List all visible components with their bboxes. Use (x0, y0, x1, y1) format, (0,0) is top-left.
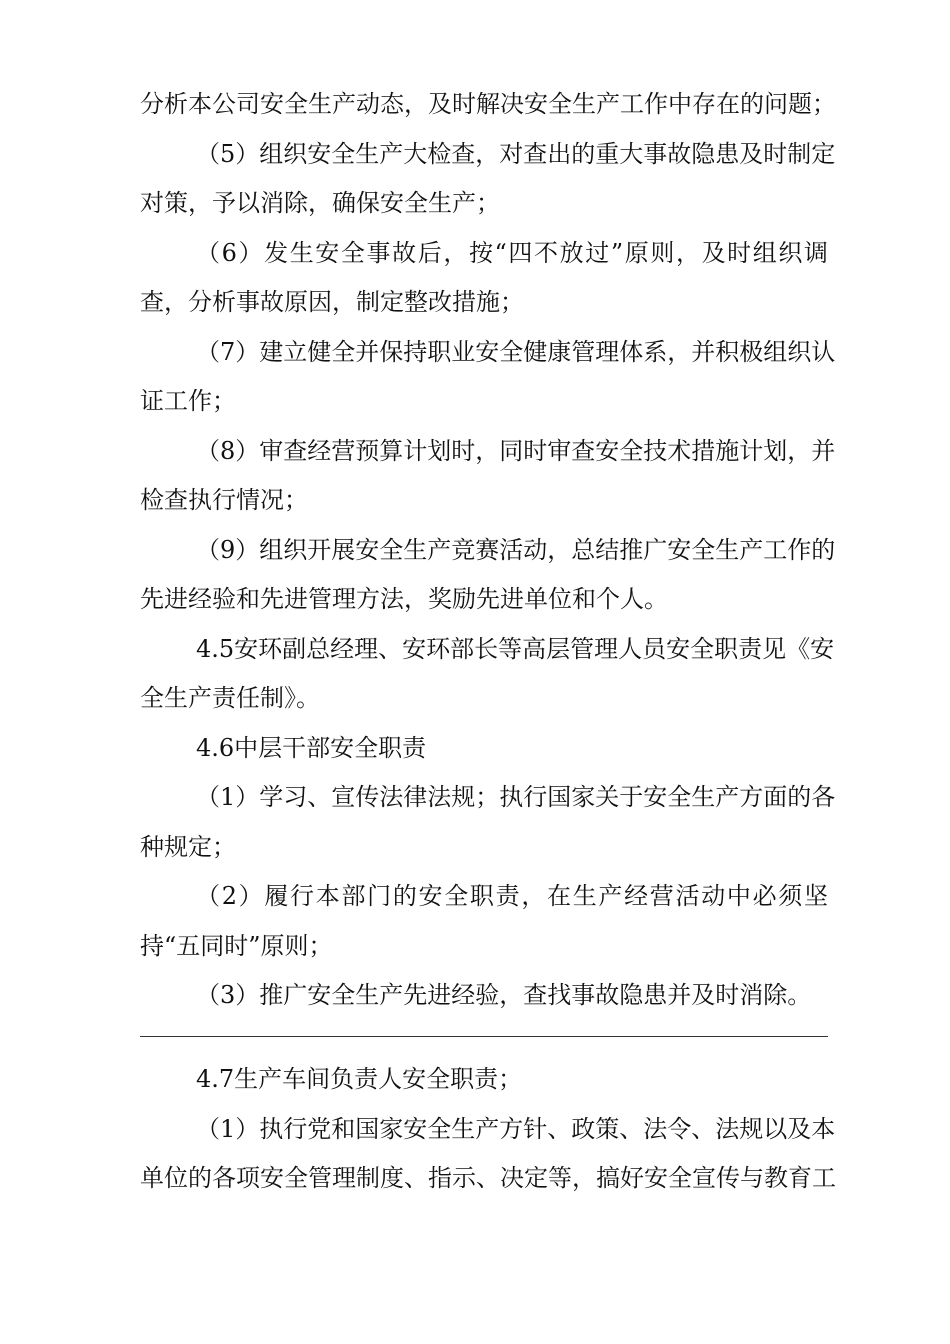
paragraph-line: 证工作； (140, 387, 236, 415)
paragraph-line: （8）审查经营预算计划时，同时审查安全技术措施计划，并 (196, 437, 836, 465)
section-divider (140, 1036, 828, 1037)
paragraph-line: 全生产责任制》。 (140, 684, 320, 712)
paragraph-line: （9）组织开展安全生产竞赛活动，总结推广安全生产工作的 (196, 536, 836, 564)
paragraph-line: （3）推广安全生产先进经验，查找事故隐患并及时消除。 (196, 981, 812, 1009)
section-4-6-heading: 4.6中层干部安全职责 (196, 734, 427, 762)
paragraph-line: 先进经验和先进管理方法，奖励先进单位和个人。 (140, 585, 668, 613)
paragraph-line: 持“五同时”原则； (140, 932, 333, 960)
paragraph-line: （7）建立健全并保持职业安全健康管理体系，并积极组织认 (196, 338, 836, 366)
paragraph-line: 对策，予以消除，确保安全生产； (140, 189, 500, 217)
paragraph-line: （5）组织安全生产大检查，对查出的重大事故隐患及时制定 (196, 140, 836, 168)
paragraph-line: 种规定； (140, 833, 236, 861)
paragraph-line: （1）学习、宣传法律法规；执行国家关于安全生产方面的各 (196, 783, 836, 811)
paragraph-line: （1）执行党和国家安全生产方针、政策、法令、法规以及本 (196, 1115, 836, 1143)
section-4-5-text: 4.5安环副总经理、安环部长等高层管理人员安全职责见《安 (196, 635, 835, 663)
paragraph-line: 检查执行情况； (140, 486, 308, 514)
paragraph-line: 单位的各项安全管理制度、指示、决定等，搞好安全宣传与教育工 (140, 1164, 836, 1192)
section-4-7-heading: 4.7生产车间负责人安全职责； (196, 1065, 523, 1093)
paragraph-line: （6）发生安全事故后，按“四不放过”原则，及时组织调 (196, 239, 828, 267)
paragraph-line: （2）履行本部门的安全职责，在生产经营活动中必须坚 (196, 882, 828, 910)
paragraph-line: 分析本公司安全生产动态，及时解决安全生产工作中存在的问题； (140, 90, 836, 118)
paragraph-line: 查，分析事故原因，制定整改措施； (140, 288, 524, 316)
